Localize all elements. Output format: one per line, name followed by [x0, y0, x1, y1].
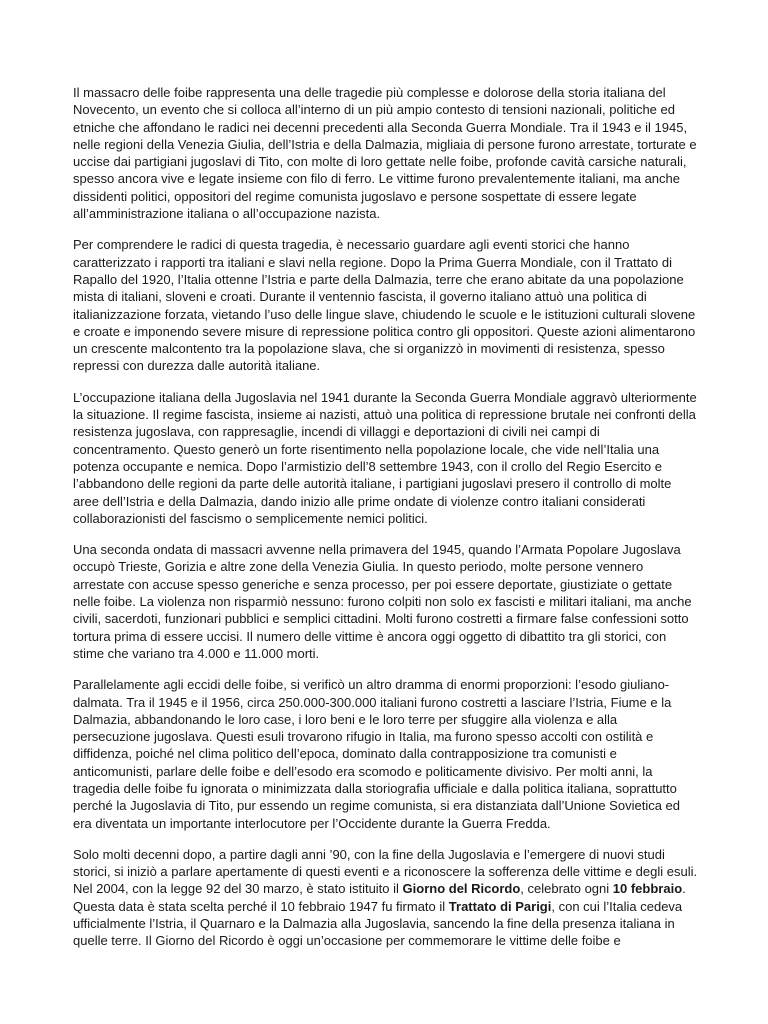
- paragraph-2-text: Per comprendere le radici di questa tragedia, è necessario guardare agli eventi storici che hanno caratterizzato i rapporti tra italiani e slavi nella regione. Dopo la Prima Guerra Mondiale, con il Trattato di Rapallo del 1920, l’Italia ottenne l’Istria e parte della Dalmazia, terre che erano abitate da una popolazione mista di italiani, sloveni e croati. Durante il ventennio fascista, il governo italiano attuò una politica di italianizzazione forzata, vietando l’uso delle lingue slave, chiudendo le scuole e le istituzioni culturali slovene e croate e imponendo severe misure di repressione politica contro gli oppositori. Queste azioni alimentarono un crescente malcontento tra la popolazione slava, che si organizzò in movimenti di resistenza, spesso repressi con durezza dalle autorità italiane.: [73, 237, 696, 374]
- paragraph-3-text: L’occupazione italiana della Jugoslavia nel 1941 durante la Seconda Guerra Mondiale aggravò ulteriormente la situazione. Il regime fascista, insieme ai nazisti, attuò una politica di repressione brutale nei confronti della resistenza jugoslava, con rappresaglie, incendi di villaggi e deportazioni di civili nei campi di concentramento. Questo generò un forte risentimento nella popolazione locale, che vide nell’Italia una potenza occupante e nemica. Dopo l’armistizio dell’8 settembre 1943, con il crollo del Regio Esercito e l’abbandono delle regioni da parte delle autorità italiane, i partigiani jugoslavi presero il controllo di molte aree dell’Istria e della Dalmazia, dando inizio alle prime ondate di violenze contro italiani considerati collaborazionisti del fascismo o semplicemente nemici politici.: [73, 389, 697, 526]
- paragraph-2: [73, 236, 698, 374]
- paragraph-6-text-4: , con cui l’Italia cedeva ufficialmente l’Istria, il Quarnaro e la Dalmazia alla Jugoslavia, sancendo la fine della presenza italiana in quelle terre. Il Giorno del Ricordo è oggi un’occasione per commemorare le vittime delle foibe e: [73, 898, 683, 949]
- giorno-del-ricordo-bold: Giorno del Ricordo: [402, 881, 521, 897]
- paragraph-6-text-3: . Questa data è stata scelta perché il 10 febbraio 1947 fu firmato il: [73, 881, 686, 914]
- paragraph-6-text-1: Solo molti decenni dopo, a partire dagli anni ’90, con la fine della Jugoslavia e l’emergere di nuovi studi storici, si iniziò a parlare apertamente di questi eventi e a riconoscere la sofferenza delle vittime e degli esuli. Nel 2004, con la legge 92 del 30 marzo, è stato istituito il: [73, 846, 698, 897]
- paragraph-1: [73, 84, 698, 222]
- document-page: [73, 84, 698, 964]
- paragraph-6-text-2: , celebrato ogni: [520, 881, 613, 897]
- paragraph-5: [73, 676, 698, 832]
- paragraph-1-text: Il massacro delle foibe rappresenta una delle tragedie più complesse e dolorose della storia italiana del Novecento, un evento che si colloca all’interno di un più ampio contesto di tensioni nazionali, politiche ed etniche che affondano le radici nei decenni precedenti alla Seconda Guerra Mondiale. Tra il 1943 e il 1945, nelle regioni della Venezia Giulia, dell’Istria e della Dalmazia, migliaia di persone furono arrestate, torturate e uccise dai partigiani jugoslavi di Tito, con molte di loro gettate nelle foibe, profonde cavità carsiche naturali, spesso ancora vive e legate insieme con filo di ferro. Le vittime furono prevalentemente italiani, ma anche dissidenti politici, oppositori del regime comunista jugoslavo e persone sospettate di essere legate all’amministrazione italiana o all’occupazione nazista.: [73, 85, 697, 222]
- paragraph-4-text: Una seconda ondata di massacri avvenne nella primavera del 1945, quando l’Armata Popolare Jugoslava occupò Trieste, Gorizia e altre zone della Venezia Giulia. In questo periodo, molte persone vennero arrestate con accuse spesso generiche e senza processo, per poi essere deportate, giustiziate o gettate nelle foibe. La violenza non risparmiò nessuno: furono colpiti non solo ex fascisti e militari italiani, ma anche civili, sacerdoti, funzionari pubblici e semplici cittadini. Molti furono costretti a firmare false confessioni sotto tortura prima di essere uccisi. Il numero delle vittime è ancora oggi oggetto di dibattito tra gli storici, con stime che variano tra 4.000 e 11.000 morti.: [73, 542, 692, 661]
- paragraph-4: [73, 541, 698, 662]
- paragraph-6: [73, 846, 698, 950]
- trattato-di-parigi-bold: Trattato di Parigi: [448, 898, 552, 914]
- paragraph-5-text: Parallelamente agli eccidi delle foibe, si verificò un altro dramma di enormi proporzioni: l’esodo giuliano-dalmata. Tra il 1945 e il 1956, circa 250.000-300.000 italiani furono costretti a lasciare l’Istria, Fiume e la Dalmazia, abbandonando le loro case, i loro beni e le loro terre per sfuggire alla violenza e alla persecuzione jugoslava. Questi esuli trovarono rifugio in Italia, ma furono spesso accolti con ostilità e diffidenza, poiché nel clima politico dell’epoca, dominato dalla contrapposizione tra comunisti e anticomunisti, parlare delle foibe e dell’esodo era scomodo e politicamente divisivo. Per molti anni, la tragedia delle foibe fu ignorata o minimizzata dalla storiografia ufficiale e dalla politica italiana, soprattutto perché la Jugoslavia di Tito, pur essendo un regime comunista, si era distanziata dall’Unione Sovietica ed era diventata un importante interlocutore per l’Occidente durante la Guerra Fredda.: [73, 677, 681, 831]
- paragraph-3: [73, 389, 698, 527]
- date-bold: 10 febbraio: [612, 881, 683, 897]
